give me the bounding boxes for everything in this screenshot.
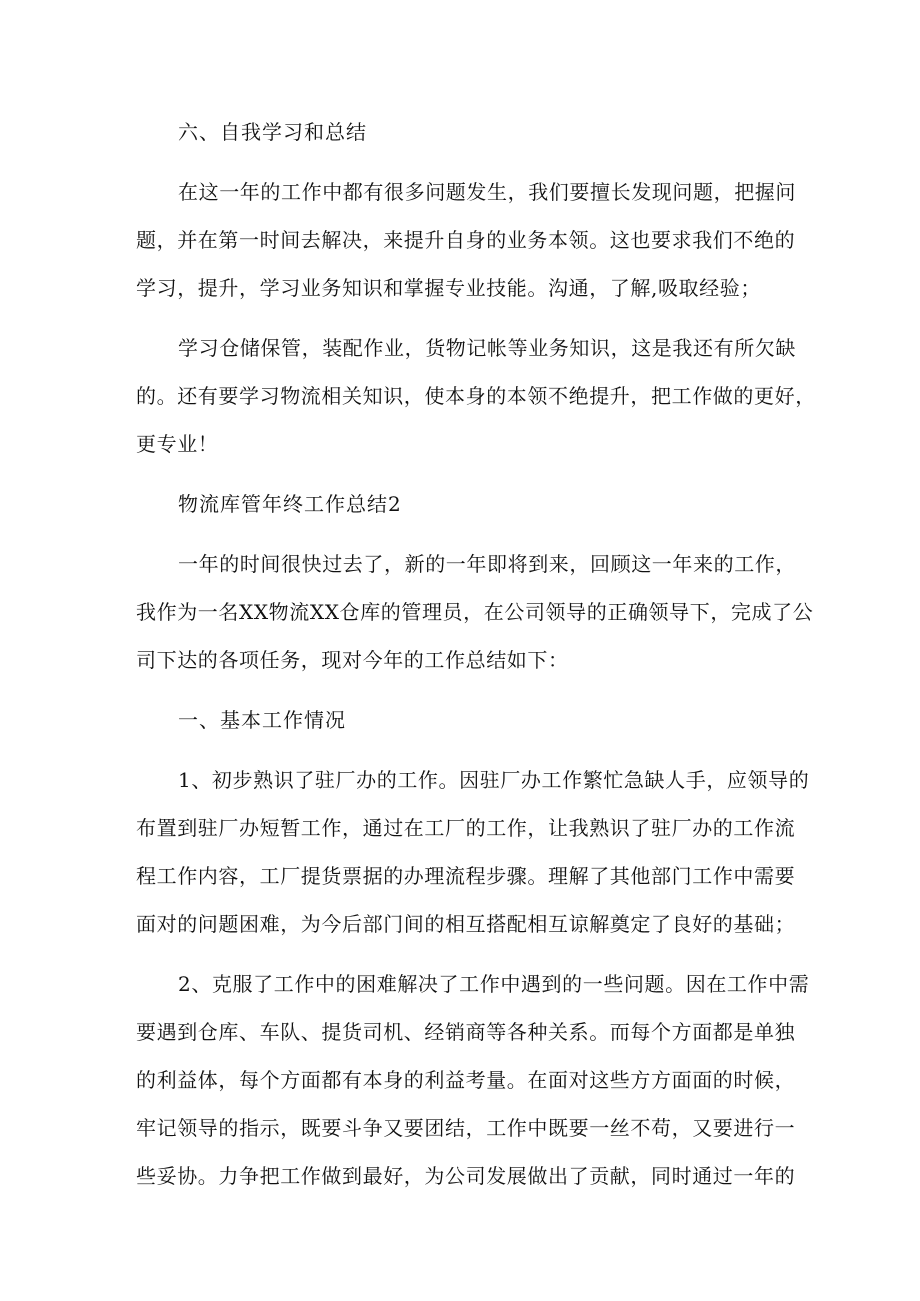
paragraph-line: 布置到驻厂办短暂工作，通过在工厂的工作，让我熟识了驻厂办的工作流 xyxy=(136,816,796,840)
paragraph-line: 要遇到仓库、车队、提货司机、经销商等各种关系。而每个方面都是单独 xyxy=(136,1020,796,1044)
paragraph-line: 司下达的各项任务，现对今年的工作总结如下： xyxy=(136,648,569,672)
paragraph-line: 学习，提升，学习业务知识和掌握专业技能。沟通，了解,吸取经验； xyxy=(136,276,761,300)
paragraph-line: 牢记领导的指示，既要斗争又要团结，工作中既要一丝不苟，又要进行一 xyxy=(136,1116,796,1140)
paragraph-line: 2、克服了工作中的困难解决了工作中遇到的一些问题。因在工作中需 xyxy=(178,972,810,996)
paragraph-line: 的利益体，每个方面都有本身的利益考量。在面对这些方方面面的时候， xyxy=(136,1068,796,1092)
section-heading-basic-work: 一、基本工作情况 xyxy=(178,708,346,732)
paragraph-line: 一年的时间很快过去了，新的一年即将到来，回顾这一年来的工作， xyxy=(178,552,796,576)
paragraph-line: 更专业！ xyxy=(136,432,219,456)
paragraph-line: 我作为一名XX物流XX仓库的管理员，在公司领导的正确领导下，完成了公 xyxy=(136,600,814,624)
paragraph-line: 的。还有要学习物流相关知识，使本身的本领不绝提升，把工作做的更好， xyxy=(136,384,816,408)
paragraph-line: 程工作内容，工厂提货票据的办理流程步骤。理解了其他部门工作中需要 xyxy=(136,864,796,888)
paragraph-line: 1、初步熟识了驻厂办的工作。因驻厂办工作繁忙急缺人手，应领导的 xyxy=(178,768,810,792)
section-heading-self-study: 六、自我学习和总结 xyxy=(178,120,367,144)
document-subtitle: 物流库管年终工作总结2 xyxy=(178,492,402,516)
paragraph-line: 在这一年的工作中都有很多问题发生，我们要擅长发现问题，把握问 xyxy=(178,180,796,204)
paragraph-line: 些妥协。力争把工作做到最好，为公司发展做出了贡献，同时通过一年的 xyxy=(136,1164,796,1188)
paragraph-line: 题，并在第一时间去解决，来提升自身的业务本领。这也要求我们不绝的 xyxy=(136,228,796,252)
paragraph-line: 面对的问题困难，为今后部门间的相互搭配相互谅解奠定了良好的基础； xyxy=(136,912,796,936)
paragraph-line: 学习仓储保管，装配作业，货物记帐等业务知识，这是我还有所欠缺 xyxy=(178,336,796,360)
